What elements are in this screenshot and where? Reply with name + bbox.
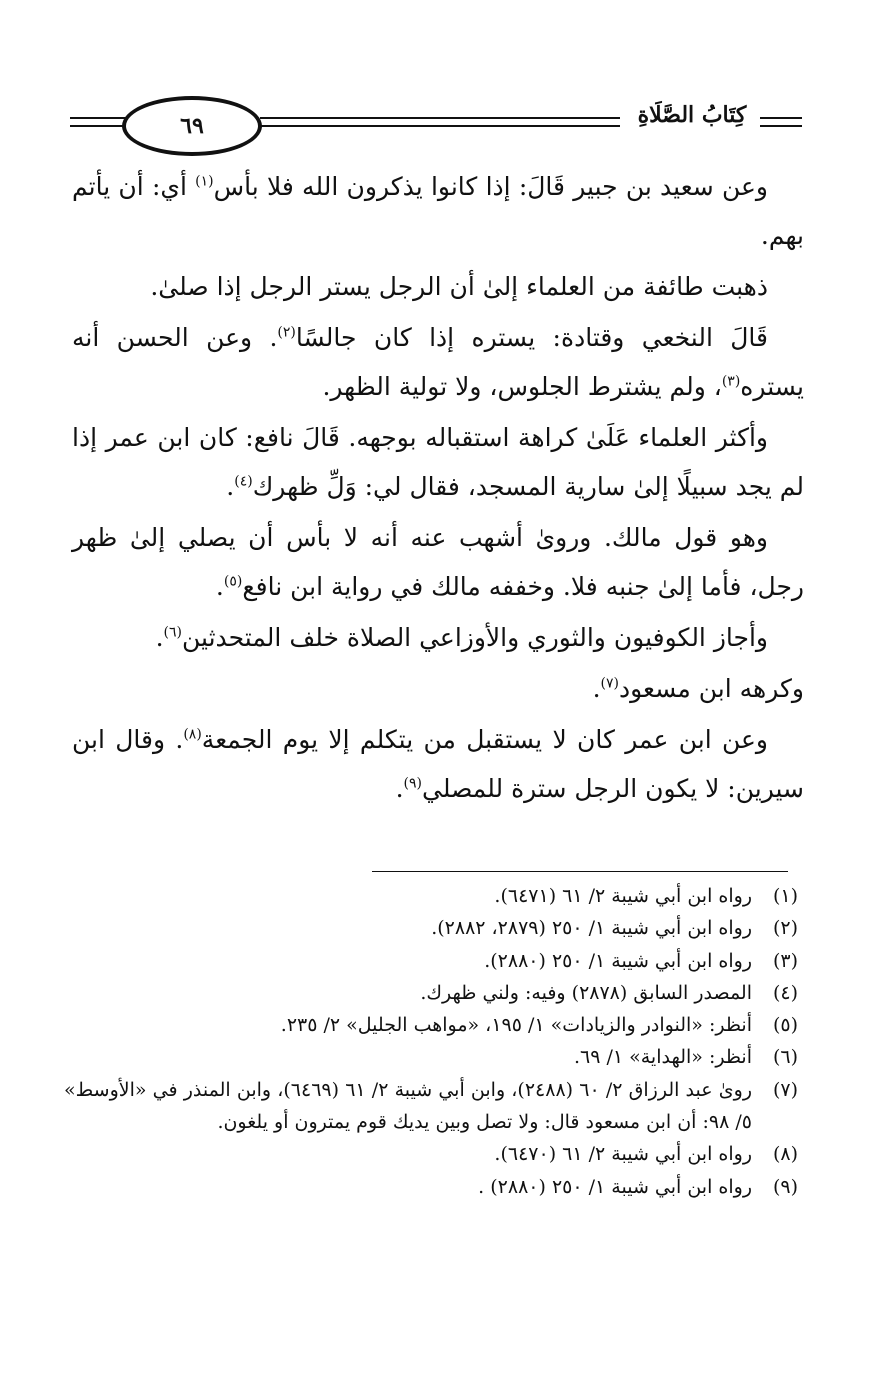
body-text bbox=[72, 162, 804, 815]
header-rule bbox=[760, 117, 802, 119]
footnote-separator bbox=[372, 871, 788, 872]
footnote bbox=[64, 945, 798, 977]
footnote bbox=[64, 880, 798, 912]
footnote bbox=[64, 1074, 798, 1139]
footnote-ref: (٦) bbox=[163, 624, 183, 641]
footnote-number: (١) bbox=[772, 885, 798, 907]
footnote-ref: (٩) bbox=[403, 775, 422, 792]
footnote-text: أنظر: «الهداية» ١/ ٦٩. bbox=[573, 1046, 752, 1069]
chapter-title: كِتَابُ الصَّلَاةِ bbox=[637, 102, 747, 128]
footnote-text: رواه ابن أبي شيبة ١/ ٢٥٠ (٢٨٨٠). bbox=[484, 949, 752, 972]
footnote bbox=[64, 977, 798, 1009]
footnote-ref: (٢) bbox=[277, 324, 296, 341]
footnote-text: روىٰ عبد الرزاق ٢/ ٦٠ (٢٤٨٨)، وابن أبي شيبة ٢/ ٦١ (٦٤٦٩)، وابن المنذر في «الأوسط» ٥/ ٩٨: أن ابن مسعود قال: ولا تصل وبين يديك قوم يمترون أو يلغون. bbox=[64, 1078, 752, 1134]
text-run: . bbox=[592, 674, 601, 703]
text-run: ، ولم يشترط الجلوس، ولا تولية الظهر. bbox=[322, 372, 722, 401]
footnote bbox=[64, 1041, 798, 1073]
text-run: . bbox=[395, 774, 404, 803]
footnote-number: (٨) bbox=[772, 1143, 798, 1166]
footnote-ref: (٤) bbox=[234, 473, 253, 490]
footnote-text: أنظر: «النوادر والزيادات» ١/ ١٩٥، «مواهب الجليل» ٢/ ٢٣٥. bbox=[280, 1014, 752, 1037]
paragraph bbox=[72, 313, 804, 411]
page-number-oval bbox=[122, 96, 262, 156]
footnote-number: (٣) bbox=[772, 949, 798, 972]
footnote bbox=[64, 1138, 798, 1170]
footnote-text: رواه ابن أبي شيبة ١/ ٢٥٠ (٢٨٧٩، ٢٨٨٢). bbox=[431, 917, 752, 940]
text-run: أي: أن يأتم بهم. bbox=[72, 172, 804, 250]
footnote-number: (٢) bbox=[772, 917, 798, 940]
text-run: . وقال ابن سيرين: لا يكون الرجل سترة للمصلي bbox=[72, 725, 804, 803]
footnote-text: رواه ابن أبي شيبة ١/ ٢٥٠ (٢٨٨٠) . bbox=[478, 1175, 752, 1198]
footnote bbox=[64, 1171, 798, 1203]
footnote bbox=[64, 912, 798, 944]
paragraph bbox=[72, 715, 804, 813]
footnote-text: المصدر السابق (٢٨٧٨) وفيه: ولني ظهرك. bbox=[420, 981, 752, 1004]
footnote-text: رواه ابن أبي شيبة ٢/ ٦١ (٦٤٧٠). bbox=[494, 1143, 752, 1166]
footnote-ref: (٧) bbox=[600, 675, 619, 692]
header-rule bbox=[260, 117, 620, 119]
header-rule bbox=[760, 125, 802, 127]
footnotes bbox=[64, 880, 798, 1203]
footnote-ref: (٥) bbox=[223, 573, 243, 590]
footnote-number: (٩) bbox=[772, 1175, 798, 1198]
text-run: وأجاز الكوفيون والثوري والأوزاعي الصلاة خلف المتحدثين bbox=[182, 623, 768, 652]
text-run: . وعن الحسن أنه يستره bbox=[72, 323, 804, 401]
text-run: وكرهه ابن مسعود bbox=[619, 674, 804, 703]
footnote-ref: (٣) bbox=[721, 373, 741, 390]
footnote-number: (٧) bbox=[772, 1078, 798, 1101]
text-run: وعن ابن عمر كان لا يستقبل من يتكلم إلا يوم الجمعة bbox=[201, 725, 768, 754]
footnote-number: (٤) bbox=[772, 981, 798, 1004]
text-run: . bbox=[155, 623, 164, 652]
paragraph bbox=[72, 262, 804, 311]
page-number: ٦٩ bbox=[180, 113, 204, 139]
text-run: وهو قول مالك. وروىٰ أشهب عنه أنه لا بأس أن يصلي إلىٰ ظهر رجل، فأما إلىٰ جنبه فلا. وخففه مالك في رواية ابن نافع bbox=[72, 523, 804, 601]
text-run: وأكثر العلماء عَلَىٰ كراهة استقباله بوجهه. قَالَ نافع: كان ابن عمر إذا لم يجد سبيلًا إلىٰ سارية المسجد، فقال لي: وَلِّ ظهرك bbox=[72, 423, 804, 501]
paragraph bbox=[72, 413, 804, 511]
footnote-text: رواه ابن أبي شيبة ٢/ ٦١ (٦٤٧١). bbox=[494, 885, 752, 907]
paragraph bbox=[72, 664, 804, 713]
text-run: . bbox=[215, 572, 224, 601]
footnote-number: (٦) bbox=[772, 1046, 798, 1069]
page-header bbox=[70, 94, 802, 156]
paragraph bbox=[72, 613, 804, 662]
text-run: ذهبت طائفة من العلماء إلىٰ أن الرجل يستر الرجل إذا صلىٰ. bbox=[150, 272, 768, 301]
footnote-ref: (٨) bbox=[183, 726, 202, 743]
footnote-number: (٥) bbox=[772, 1014, 798, 1037]
footnote bbox=[64, 1009, 798, 1041]
paragraph bbox=[72, 513, 804, 611]
text-run: وعن سعيد بن جبير قَالَ: إذا كانوا يذكرون الله فلا بأس bbox=[213, 172, 768, 201]
header-rule bbox=[260, 125, 620, 127]
text-run: . bbox=[226, 472, 235, 501]
paragraph bbox=[72, 162, 804, 260]
text-run: قَالَ النخعي وقتادة: يستره إذا كان جالسًا bbox=[295, 323, 768, 352]
footnote-ref: (١) bbox=[195, 173, 214, 190]
